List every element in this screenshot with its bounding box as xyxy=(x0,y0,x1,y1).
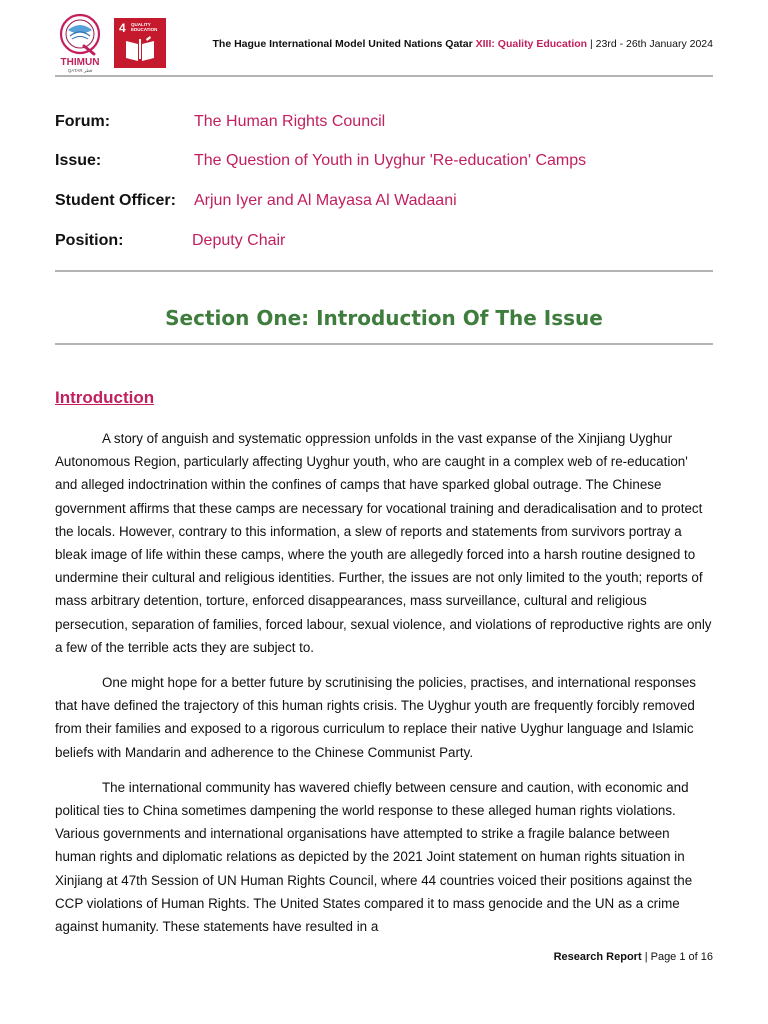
student-officer-value: Arjun Iyer and Al Mayasa Al Wadaani xyxy=(194,192,457,209)
conference-theme: XIII: Quality Education xyxy=(475,38,588,50)
forum-value: The Human Rights Council xyxy=(194,113,386,130)
sdg4-quality-education-icon xyxy=(114,18,166,68)
page-footer xyxy=(554,951,713,963)
position-value: Deputy Chair xyxy=(192,232,286,249)
meta-divider xyxy=(55,270,713,272)
issue-label: Issue: xyxy=(55,152,102,169)
header-divider xyxy=(55,75,713,77)
page-number: Page 1 of 16 xyxy=(650,951,713,963)
student-officer-label: Student Officer: xyxy=(55,192,176,209)
thimun-logo-icon xyxy=(56,12,104,74)
section-divider xyxy=(55,343,713,345)
introduction-body xyxy=(55,427,713,950)
paragraph: A story of anguish and systematic oppression unfolds in the vast expanse of the Xinjiang Uyghur Autonomous Region, particularly affecting Uyghur youth, who are caught in a complex web of re-education' and alleged indoctrination within the confines of camps that have sparked global outrage. The Chinese government affirms that these camps are necessary for vocational training and deradicalisation and to protect the locals. However, contrary to this information, a slew of reports and statements from survivors portray a bleak image of life within these camps, where the youth are allegedly forced into a harsh routine designed to undermine their cultural and religious identities. Further, the issues are not only limited to the youth; reports of mass arbitrary detention, torture, enforced disappearances, mass surveillance, cultural and religious persecution, separation of families, forced labour, sexual violence, and violations of reproductive rights are only a few of the terrible acts they are subject to. xyxy=(55,431,712,655)
conference-dates: 23rd - 26th January 2024 xyxy=(595,38,713,50)
footer-separator: | xyxy=(644,951,648,963)
section-title: Section One: Introduction Of The Issue xyxy=(165,306,603,330)
page-header xyxy=(0,0,768,80)
logo-subtext: QATAR قطر xyxy=(67,68,93,73)
introduction-heading: Introduction xyxy=(55,388,155,407)
paragraph: The international community has wavered chiefly between censure and caution, with economic and political ties to China sometimes dampening the world response to these alleged human rights violations. Various governments and international organisations have attempted to strike a fragile balance between human rights and diplomatic relations as depicted by the 2021 Joint statement on human rights situation in Xinjiang at 47th Session of UN Human Rights Council, where 44 countries voiced their positions against the CCP violations of Human Rights. The United States compared it to mass genocide and the UN as a crime against humanity. These statements have resulted in a xyxy=(55,779,693,935)
logo-text: THIMUN xyxy=(60,57,100,68)
paragraph: One might hope for a better future by scrutinising the policies, practises, and international responses that have defined the trajectory of this human rights crisis. The Uyghur youth are frequently forcibly removed from their families and exposed to a rigorous curriculum to replace their native Uyghur language and Islamic beliefs with Mandarin and adherence to the Chinese Communist Party. xyxy=(55,675,696,760)
sdg-label: QUALITY EDUCATION xyxy=(131,22,158,32)
position-label: Position: xyxy=(55,232,124,249)
conference-banner xyxy=(213,38,713,50)
issue-value: The Question of Youth in Uyghur 'Re-education' Camps xyxy=(194,152,587,169)
report-label: Research Report xyxy=(553,951,642,963)
forum-label: Forum: xyxy=(55,113,111,130)
header-separator: | xyxy=(590,38,593,50)
conference-name: The Hague International Model United Nations Qatar xyxy=(212,38,473,50)
sdg-number: 4 xyxy=(119,21,126,35)
